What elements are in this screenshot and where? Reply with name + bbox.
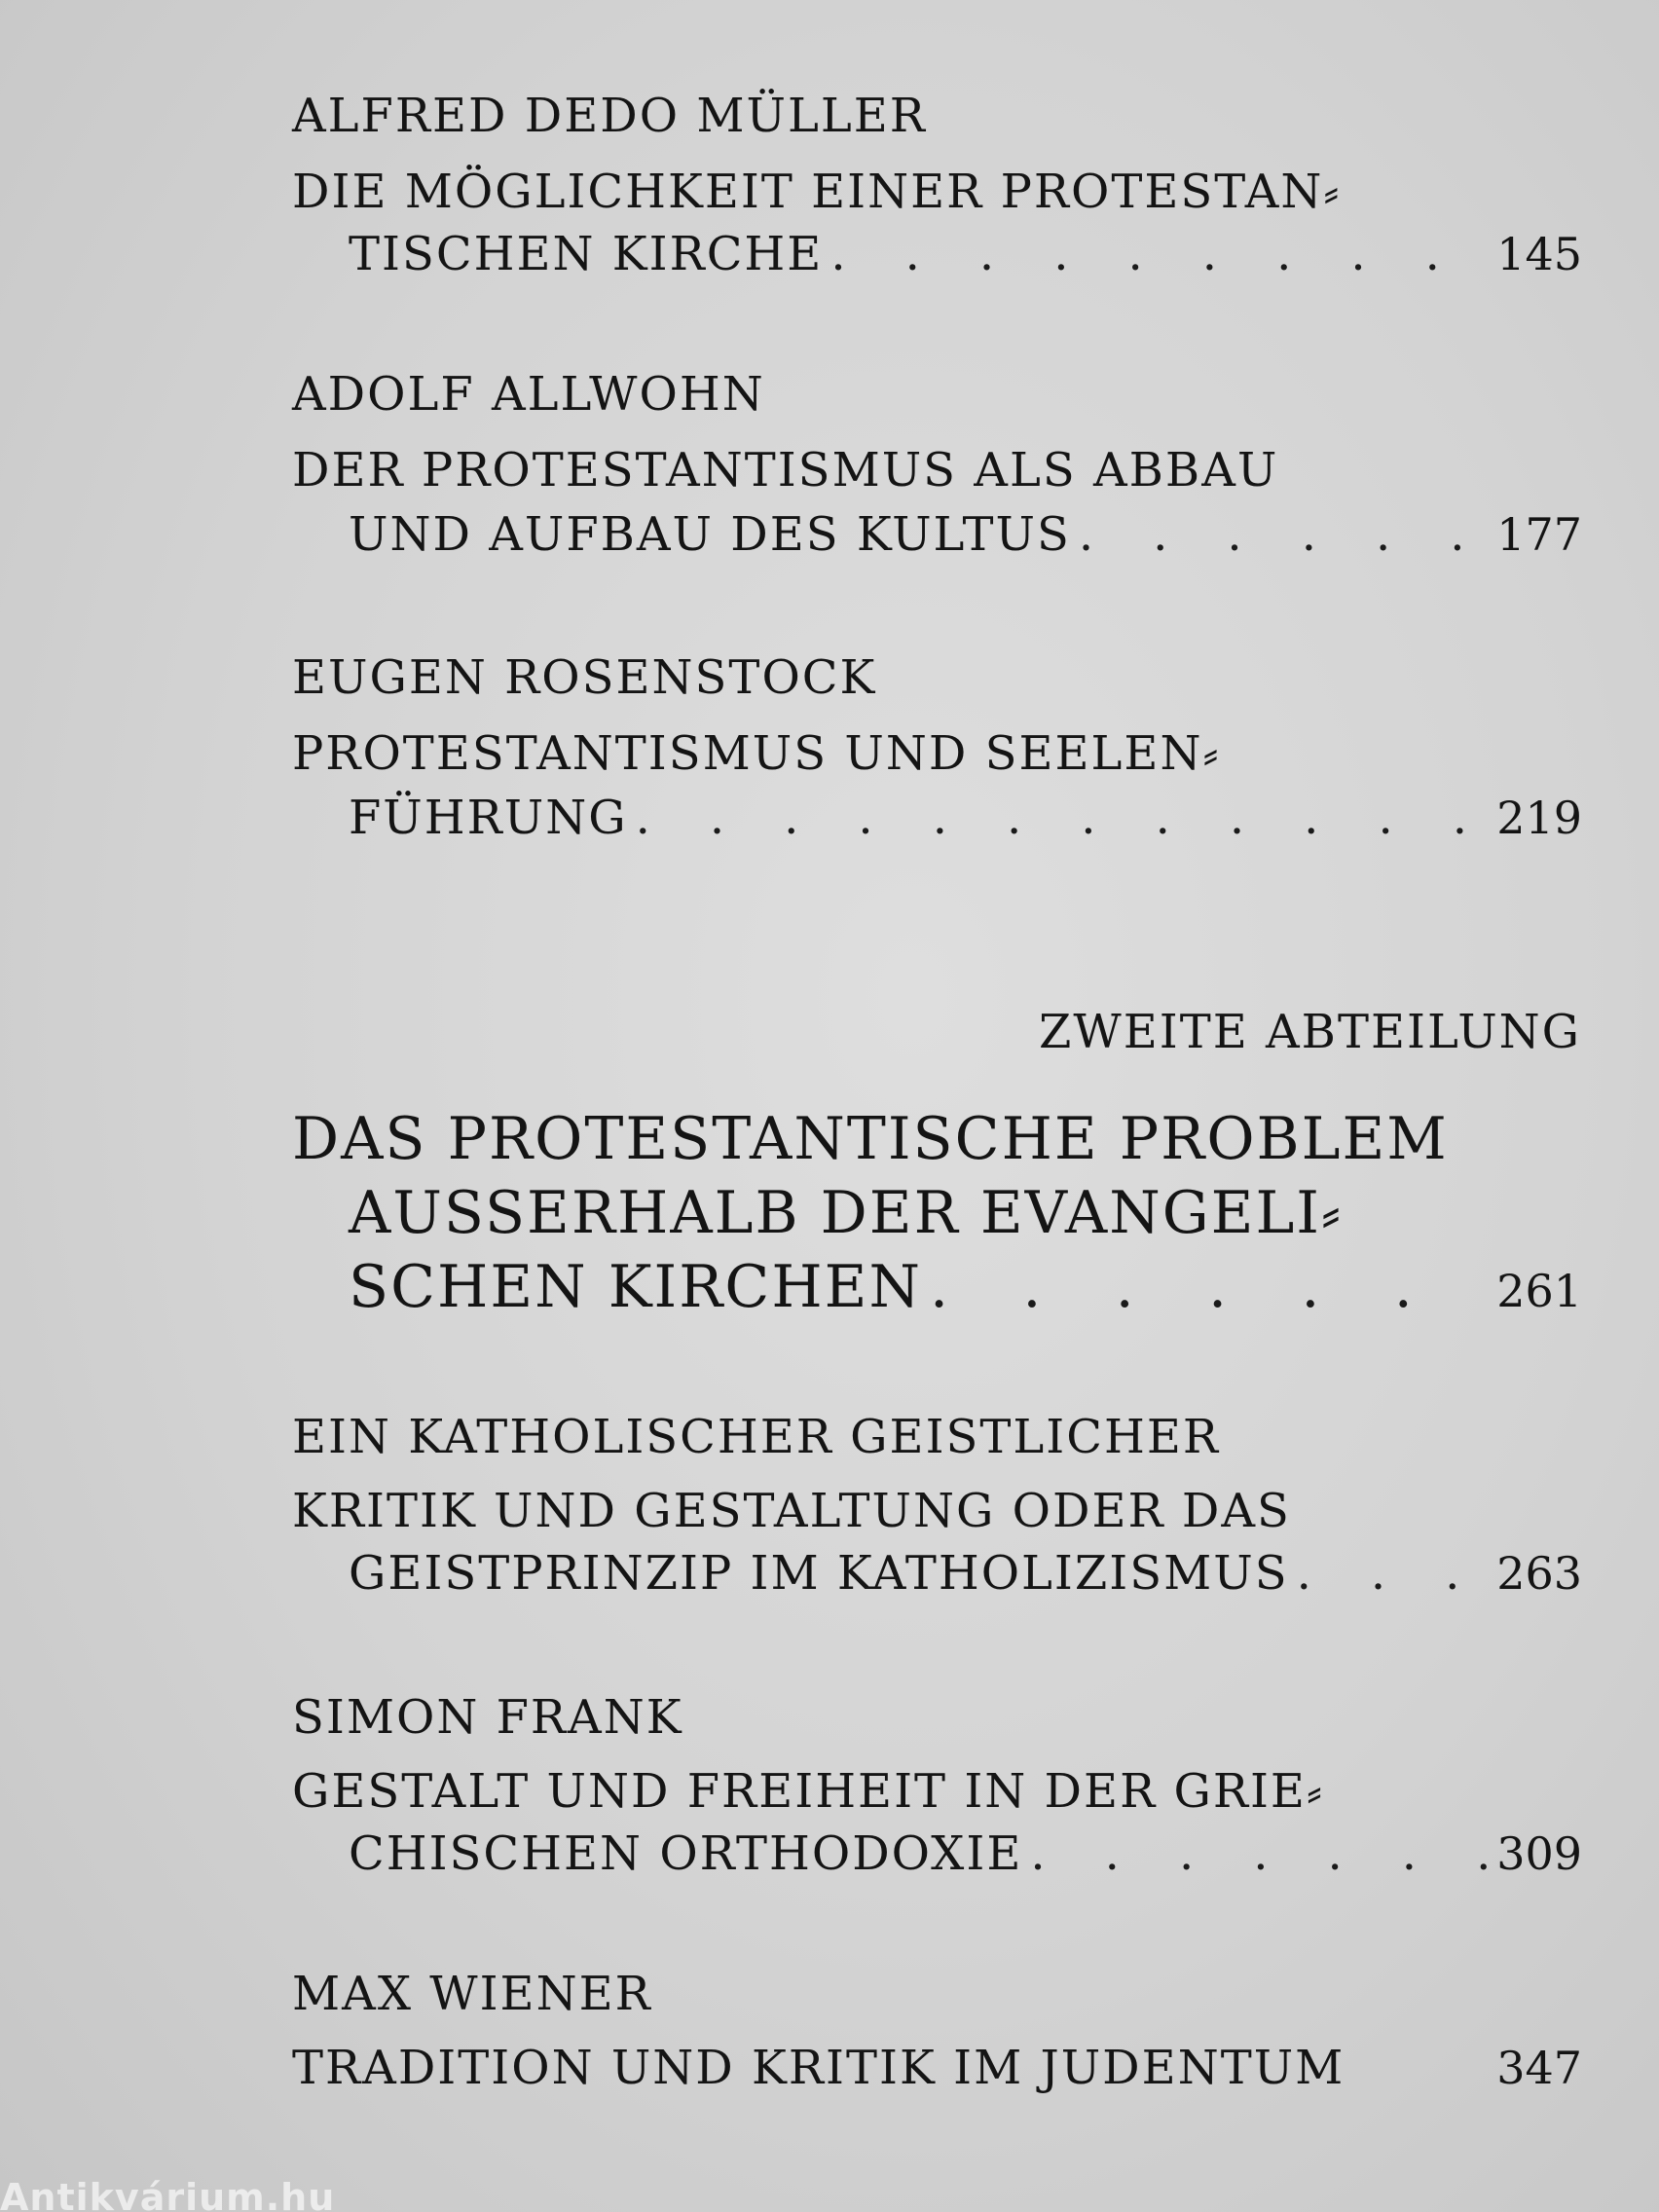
entry-author: ADOLF ALLWOHN (292, 367, 765, 422)
entry-title-line: KRITIK UND GESTALTUNG ODER DAS (292, 1484, 1291, 1538)
entry-author: EIN KATHOLISCHER GEISTLICHER (292, 1410, 1221, 1464)
section-label: ZWEITE ABTEILUNG (1039, 1005, 1581, 1059)
entry-title-line: TRADITION UND KRITIK IM JUDENTUM (292, 2041, 1346, 2095)
section-heading-line: AUSSERHALB DER EVANGELI⸗ (349, 1179, 1343, 1247)
entry-author: MAX WIENER (292, 1967, 652, 2021)
dot-leader (1030, 1830, 1487, 1877)
entry-title-leader-row (349, 1546, 1582, 1601)
entry-author: SIMON FRANK (292, 1690, 683, 1745)
entry-title-line: PROTESTANTISMUS UND SEELEN⸗ (292, 726, 1221, 781)
entry-title-leader-row (292, 2041, 1582, 2095)
entry-title-leader-row (349, 791, 1582, 845)
entry-title-line: GESTALT UND FREIHEIT IN DER GRIE⸗ (292, 1764, 1324, 1819)
entry-title-leader-row (349, 1826, 1582, 1881)
page-number: 347 (1496, 2042, 1582, 2094)
entry-title-line: UND AUFBAU DES KULTUS (349, 507, 1071, 562)
entry-title-line: CHISCHEN ORTHODOXIE (349, 1826, 1023, 1881)
entry-title-line: DER PROTESTANTISMUS ALS ABBAU (292, 443, 1279, 498)
entry-author: EUGEN ROSENSTOCK (292, 650, 877, 705)
entry-title-line: TISCHEN KIRCHE (349, 227, 824, 281)
watermark: Antikvárium.hu (0, 2179, 336, 2212)
page-number: 219 (1496, 792, 1582, 844)
page-number: 145 (1496, 228, 1582, 280)
dot-leader (1079, 511, 1487, 558)
entry-title-leader-row (349, 507, 1582, 562)
dot-leader (636, 794, 1488, 841)
dot-leader (830, 231, 1487, 277)
dot-leader (930, 1258, 1487, 1316)
page-number: 177 (1496, 508, 1582, 561)
entry-title-leader-row (349, 227, 1582, 281)
dot-leader (1297, 1550, 1488, 1597)
page-number: 263 (1496, 1547, 1582, 1600)
entry-title-line: DIE MÖGLICHKEIT EINER PROTESTAN⸗ (292, 165, 1342, 219)
section-heading-leader-row (349, 1253, 1582, 1321)
page-number: 309 (1496, 1827, 1582, 1880)
page-number: 261 (1496, 1265, 1582, 1317)
section-heading-line: DAS PROTESTANTISCHE PROBLEM (292, 1105, 1449, 1173)
entry-title-line: FÜHRUNG (349, 791, 628, 845)
entry-title-line: GEISTPRINZIP IM KATHOLIZISMUS (349, 1546, 1289, 1601)
section-heading-line: SCHEN KIRCHEN (349, 1253, 922, 1321)
entry-author: ALFRED DEDO MÜLLER (292, 89, 927, 143)
